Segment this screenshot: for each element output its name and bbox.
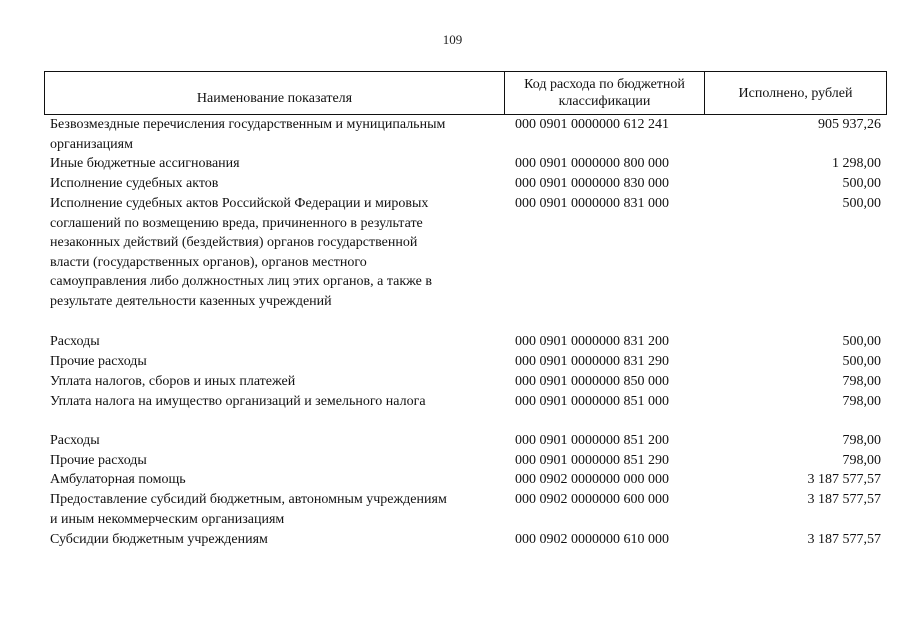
row-amount: 500,00 bbox=[842, 196, 881, 211]
row-name: Безвозмездные перечисления государственным и муниципальным организациям bbox=[50, 117, 446, 152]
row-code: 000 0901 0000000 800 000 bbox=[515, 156, 669, 171]
row-code: 000 0901 0000000 851 000 bbox=[515, 394, 669, 409]
row-name: Субсидии бюджетным учреждениям bbox=[50, 532, 268, 547]
row-name: Уплата налога на имущество организаций и земельного налога bbox=[50, 394, 426, 409]
row-code: 000 0901 0000000 612 241 bbox=[515, 117, 669, 132]
row-code: 000 0902 0000000 610 000 bbox=[515, 532, 669, 547]
row-code: 000 0901 0000000 851 290 bbox=[515, 453, 669, 468]
table-row bbox=[50, 392, 887, 431]
table-row bbox=[50, 451, 887, 470]
row-name: Прочие расходы bbox=[50, 354, 147, 369]
row-amount: 905 937,26 bbox=[818, 117, 881, 132]
row-amount: 3 187 577,57 bbox=[807, 472, 881, 487]
row-amount: 798,00 bbox=[842, 394, 881, 409]
row-amount: 500,00 bbox=[842, 354, 881, 369]
table-row bbox=[50, 470, 887, 490]
column-header-name: Наименование показателя bbox=[45, 72, 505, 114]
row-code: 000 0901 0000000 831 200 bbox=[515, 334, 669, 349]
row-name: Предоставление субсидий бюджетным, автономным учреждениям и иным некоммерческим организациям bbox=[50, 492, 447, 527]
table-row bbox=[50, 352, 887, 372]
row-amount: 3 187 577,57 bbox=[807, 532, 881, 547]
row-amount: 798,00 bbox=[842, 374, 881, 389]
row-name: Расходы bbox=[50, 433, 100, 448]
row-code: 000 0901 0000000 830 000 bbox=[515, 176, 669, 191]
page-number: 109 bbox=[442, 32, 463, 47]
row-code: 000 0902 0000000 000 000 bbox=[515, 472, 669, 487]
table-row bbox=[50, 115, 887, 154]
row-amount: 798,00 bbox=[842, 433, 881, 448]
row-name: Уплата налогов, сборов и иных платежей bbox=[50, 374, 296, 389]
row-code: 000 0901 0000000 831 000 bbox=[515, 196, 669, 211]
row-code: 000 0901 0000000 851 200 bbox=[515, 433, 669, 448]
table-row bbox=[50, 372, 887, 392]
table-row bbox=[50, 154, 887, 174]
row-amount: 1 298,00 bbox=[832, 156, 881, 171]
row-name: Амбулаторная помощь bbox=[50, 472, 186, 487]
row-name: Прочие расходы bbox=[50, 453, 147, 468]
row-amount: 3 187 577,57 bbox=[807, 492, 881, 507]
table-row bbox=[50, 530, 887, 550]
column-header-amount: Исполнено, рублей bbox=[738, 85, 853, 101]
row-code: 000 0901 0000000 850 000 bbox=[515, 374, 669, 389]
table-row bbox=[50, 194, 887, 332]
table-row bbox=[50, 332, 887, 352]
row-name: Расходы bbox=[50, 334, 100, 349]
row-code: 000 0901 0000000 831 290 bbox=[515, 354, 669, 369]
column-header-code: Код расхода по бюджетной классификации bbox=[505, 72, 705, 114]
table-header bbox=[44, 71, 887, 115]
row-code: 000 0902 0000000 600 000 bbox=[515, 492, 669, 507]
row-name: Исполнение судебных актов bbox=[50, 176, 219, 191]
table-row bbox=[50, 490, 887, 530]
row-amount: 798,00 bbox=[842, 453, 881, 468]
row-name: Исполнение судебных актов Российской Федерации и мировых соглашений по возмещению вреда, причиненного в результате незаконных действий (бездействия) органов государственной власти (государственных органов), органов местного самоуправления либо должностных лиц этих органов, а также в результате деятельности казенных учреждений bbox=[50, 196, 432, 309]
table-row bbox=[50, 431, 887, 451]
table-row bbox=[50, 174, 887, 194]
table-body bbox=[50, 115, 887, 550]
row-amount: 500,00 bbox=[842, 334, 881, 349]
row-amount: 500,00 bbox=[842, 176, 881, 191]
row-name: Иные бюджетные ассигнования bbox=[50, 156, 240, 171]
